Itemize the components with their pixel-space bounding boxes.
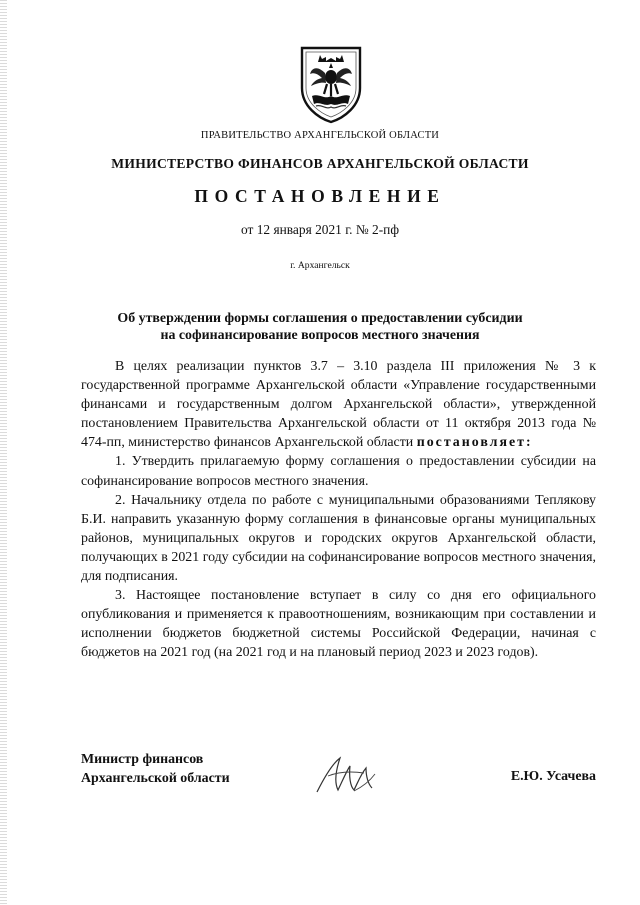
document-title [0, 310, 640, 344]
coat-of-arms-icon [298, 44, 364, 124]
signatory-name: Е.Ю. Усачева [510, 769, 596, 784]
preamble-paragraph [81, 357, 596, 452]
decree-word: постановляет: [416, 435, 533, 451]
title-line-1: Об утверждении формы соглашения о предоставлении субсидии [117, 311, 523, 326]
title-line-2: на софинансирование вопросов местного значения [160, 328, 480, 343]
signatory-position-line-2: Архангельской области [81, 771, 230, 786]
item-1-paragraph: 1. Утвердить прилагаемую форму соглашения о предоставлении субсидии на софинансирование вопросов местного значения. [81, 454, 596, 489]
government-name: ПРАВИТЕЛЬСТВО АРХАНГЕЛЬСКОЙ ОБЛАСТИ [200, 130, 440, 141]
signatory-position [81, 750, 230, 788]
item-3-paragraph: 3. Настоящее постановление вступает в силу со дня его официального опубликования и применяется к правоотношениям, возникающим при составлении и исполнении бюджетов бюджетной системы Российской Федерации, начиная с бюджетов на 2021 год (на 2021 год и на плановый период 2023 и 2023 годов). [81, 588, 596, 661]
item-2-paragraph: 2. Начальнику отдела по работе с муниципальными образованиями Теплякову Б.И. направить указанную форму соглашения в финансовые органы муниципальных районов, муниципальных округов и городских округов Архангельской области, получающих в 2021 году субсидии на софинансирование вопросов местного значения, для подписания. [81, 492, 596, 585]
ministry-name: МИНИСТЕРСТВО ФИНАНСОВ АРХАНГЕЛЬСКОЙ ОБЛАСТИ [111, 156, 529, 171]
signatory-position-line-1: Министр финансов [81, 752, 204, 767]
preamble-text: В целях реализации пунктов 3.7 – 3.10 раздела III приложения № 3 к государственной программе Архангельской области «Управление государственными финансами и государственным долгом Архангельской области», утвержденной постановлением Правительства Архангельской области от 11 октября 2013 года № 474-пп, министерство финансов Архангельской области [81, 359, 596, 451]
handwritten-signature [314, 754, 378, 796]
document-city: г. Архангельск [290, 260, 350, 271]
document-type: ПОСТАНОВЛЕНИЕ [194, 186, 446, 206]
document-date-number: от 12 января 2021 г. № 2-пф [241, 222, 399, 237]
document-body [81, 357, 596, 663]
